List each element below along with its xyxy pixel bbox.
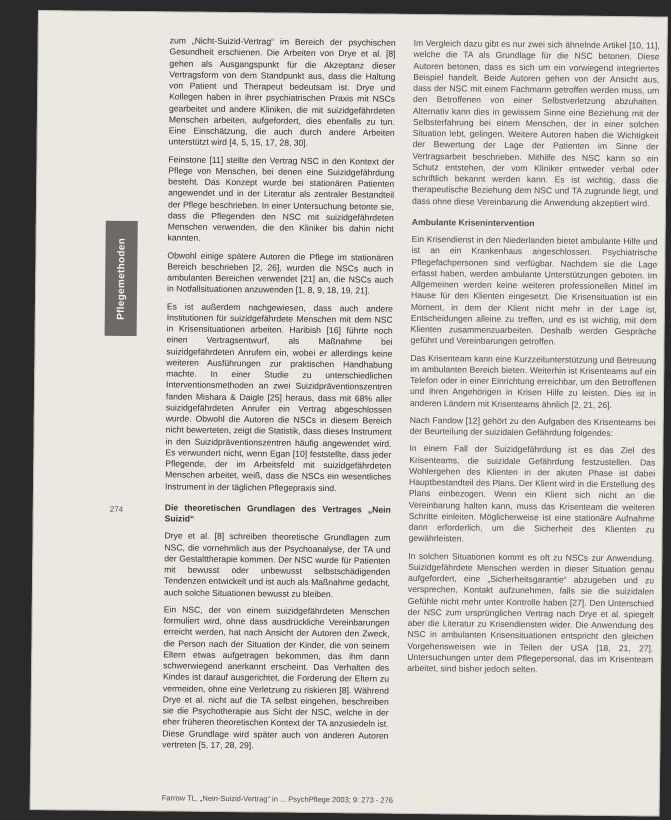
paragraph: Feinstone [11] stellte den Vertrag NSC in den Kontext der Pflege von Menschen, bei denen eine Suizidgefährdung besteht. Das Konzept wurde bei stationären Patienten angewendet und in der Literatur als zentraler Bestandteil der Pflege beschrieben. In einer Untersuchung betonte sie, dass die Pflegenden den NSC mit suizidgefährdeten Menschen verwenden, die den Kliniker bis dahin nicht kannten.: [167, 153, 395, 243]
right-text-column: [407, 38, 660, 683]
section-heading: Ambulante Krisenintervention: [411, 216, 535, 228]
paragraph: Im Vergleich dazu gibt es nur zwei sich ähnelnde Artikel [10, 11], welche die TA als Grundlage für die NSC betonen. Diese Autoren betonen, dass es sich um ein vorwiegend integriertes Beispiel handelt. Beide Autoren gehen von der Ansicht aus, dass der NSC mit einem Fachmann getroffen werden muss, um den Betroffenen von einer Selbstverletzung abzuhalten. Alternativ kann dies in gewissem Sinne eine Beziehung mit der Selbsterfahrung bei einem Menschen, der in einer solchen Situation lebt, gelingen. Weitere Autoren haben die Wichtigkeit der Bewertung der Lage der Patienten im Sinne der Vertragsarbeit beschrieben. Mithilfe des NSC kann so ein Schutz entstehen, der vom Kliniker entweder verbal oder schriftlich bekannt werden kann. Es ist wichtig, dass die therapeutische Beziehung dem NSC und TA zugrunde liegt, und dass ohne diese Vereinbarung die Anwendung akzeptiert wird.: [411, 37, 660, 208]
section-tab-label: Pflegemethoden: [115, 237, 128, 320]
left-text-column: [162, 35, 396, 758]
page-number: 274: [109, 504, 124, 514]
paragraph: Ein NSC, der von einem suizidgefährdeten Menschen formuliert wird, ohne dass ausdrückliche Vereinbarungen erreicht werden, hat nach Ansicht der Autoren den Zweck, die Person nach der Situation der Kinder, die von seinem Eltern etwas aufgetragen bekommen, das ihm dann schwerwiegend anerkannt erscheint. Das Verhalten des Kindes ist darauf ausgerichtet, die Forderung der Eltern zu vermeiden, ohne eine Verletzung zu riskieren [8]. Während Drye et al. nicht auf die TA selbst eingehen, beschreiben sie die Psychotherapie aus Sicht der NSC, welche in der eher früheren theoretischen Kontext der TA anzusiedeln ist. Diese Grundlage wird später auch von anderen Autoren vertreten [5, 17, 28, 29].: [162, 604, 390, 751]
paragraph: Nach Fandow [12] gehört zu den Aufgaben des Krisenteams bei der Beurteilung der suizidalen Gefährdung folgendes:: [409, 414, 656, 439]
paragraph: Es ist außerdem nachgewiesen, dass auch andere Institutionen für suizidgefährdete Menschen mit dem NSC in Krisensituationen arbeiten. Haribish [16] führte noch einen Vertragsentwurf, als Maßnahme bei suizidgefährdeten Anrufern ein, wobei er allerdings keine weiteren Ausführungen zur praktischen Handhabung machte. In einer Studie zu unterschiedlichen Interventionsmethoden an zwei Suizidpräventionszentren fanden Mishara & Daigle [25] heraus, dass mit 68% aller suizidgefährdeten Anrufer ein Vertrag abgeschlossen wurde. Obwohl die Autoren die NSCs in diesem Bereich nicht bewerteten, zeigt die Statistik, dass dieses Instrument in den Suizidpräventionszentren häufig angewendet wird. Es verwundert nicht, wenn Egan [10] feststellte, dass jeder Pflegende, der im Arbeitsfeld mit suizidgefährdeten Menschen arbeitet, weiß, dass die NSCs ein wesentliches Instrument in der täglichen Pflegepraxis sind.: [164, 300, 393, 493]
paragraph: In einem Fall der Suizidgefährdung ist es das Ziel des Krisenteams, die suizidale Gefährdung festzustellen. Das Wohlergehen des Klienten in der akuten Phase ist dabei Hauptbestandteil des Plans. Der Klient wird in die Erstellung des Plans einbezogen. Wenn ein Klient sich nicht an die Vereinbarung halten kann, muss das Krisenteam die weiteren Schritte einleiten. Möglicherweise ist eine stationäre Aufnahme dann erforderlich, um die Sicherheit des Klienten zu gewährleisten.: [408, 443, 656, 544]
section-heading: Die theoretischen Grundlagen des Vertrages „Nein Suizid“: [164, 502, 391, 524]
section-tab: [105, 221, 138, 336]
paragraph: In solchen Situationen kommt es oft zu NSCs zur Anwendung. Suizidgefährdete Menschen werden in dieser Situation genau aufgefordert, eine „Sicherheitsgarantie“ abzugeben und zu versprechen, Kontakt aufzunehmen, falls sie die suizidalen Gefühle nicht mehr unter Kontrolle haben [27]. Den Unterschied der NSC zum ursprünglichen Vertrag nach Drye et al. spiegelt aber die Literatur zu Krisendiensten wider. Die Anwendung des NSC in ambulanten Krisensituationen entspricht den gleichen Vorgehensweisen wie in Teilen der USA [18, 21, 27]. Untersuchungen unter dem Pflegepersonal, das im Krisenteam arbeitet, sind bisher jedoch selten.: [407, 550, 655, 675]
paragraph: Drye et al. [8] schreiben theoretische Grundlagen zum NSC, die vornehmlich aus der Psychoanalyse, der TA und der Gestalttherapie kommen. Der NSC wurde für Patienten mit bewusst oder unbewusst selbstschädigenden Tendenzen entwickelt und ist auch als Maßnahme gedacht, auch solche Situationen bewusst zu bleiben.: [163, 530, 391, 599]
paragraph: Ein Krisendienst in den Niederlanden bietet ambulante Hilfe und ist an ein Krankenhaus angeschlossen. Psychiatrische Pflegefachpersonen sind verfügbar. Nachdem sie die Lage erfasst haben, werden ambulante Unterstützungen geboten. Im Allgemeinen werden keine weiteren professionellen Mittel im Hause für den Klienten eingesetzt. Die Krisensituation ist ein Moment, in dem der Klient nicht mehr in der Lage ist, Entscheidungen alleine zu treffen, und es ist wichtig, mit dem Klienten zusammenzuarbeiten. Deshalb werden Gespräche geführt und Vereinbarungen getroffen.: [410, 233, 658, 347]
page-footer-citation: Farrow TL. „Nein-Suizid-Vertrag“ in ... PsychPflege 2003; 9: 273 - 276: [161, 793, 394, 805]
paragraph: Das Krisenteam kann eine Kurzzeitunterstützung und Betreuung im ambulanten Bereich bieten. Weiterhin ist Krisenteams auf ein Telefon oder in einer Einrichtung erreichbar, um den Betroffenen und ihren Angehörigen in Krisen Hilfe zu leisten. Dies ist in anderen Ländern mit Krisenteams ähnlich [2, 21, 26].: [409, 352, 657, 410]
scanned-page: [30, 10, 668, 817]
paragraph: zum „Nicht-Suizid-Vertrag“ im Bereich der psychischen Gesundheit erschienen. Die Arbeiten von Drye et al. [8] gehen als Ausgangspunkt für die Akzeptanz dieser Vertragsform von dem Standpunkt aus, dass die Haltung von Patient und Therapeut bedeutsam ist. Drye und Kollegen haben in ihrer psychiatrischen Praxis mit NSCs gearbeitet und andere Kliniken, die mit suizidgefährdeten Menschen arbeiten, aufgefordert, dies ebenfalls zu tun. Eine Einschätzung, die auch durch andere Arbeiten unterstützt wird [4, 5, 15, 17, 28, 30].: [168, 35, 396, 149]
paragraph: Obwohl einige spätere Autoren die Pflege im stationären Bereich beschrieben [2, 26], wurden die NSCs auch in ambulanten Bereichen verwendet [21] an, die NSCs auch in Notfallsituationen anzuwenden [1, 8, 9, 18, 19, 21].: [167, 249, 394, 296]
